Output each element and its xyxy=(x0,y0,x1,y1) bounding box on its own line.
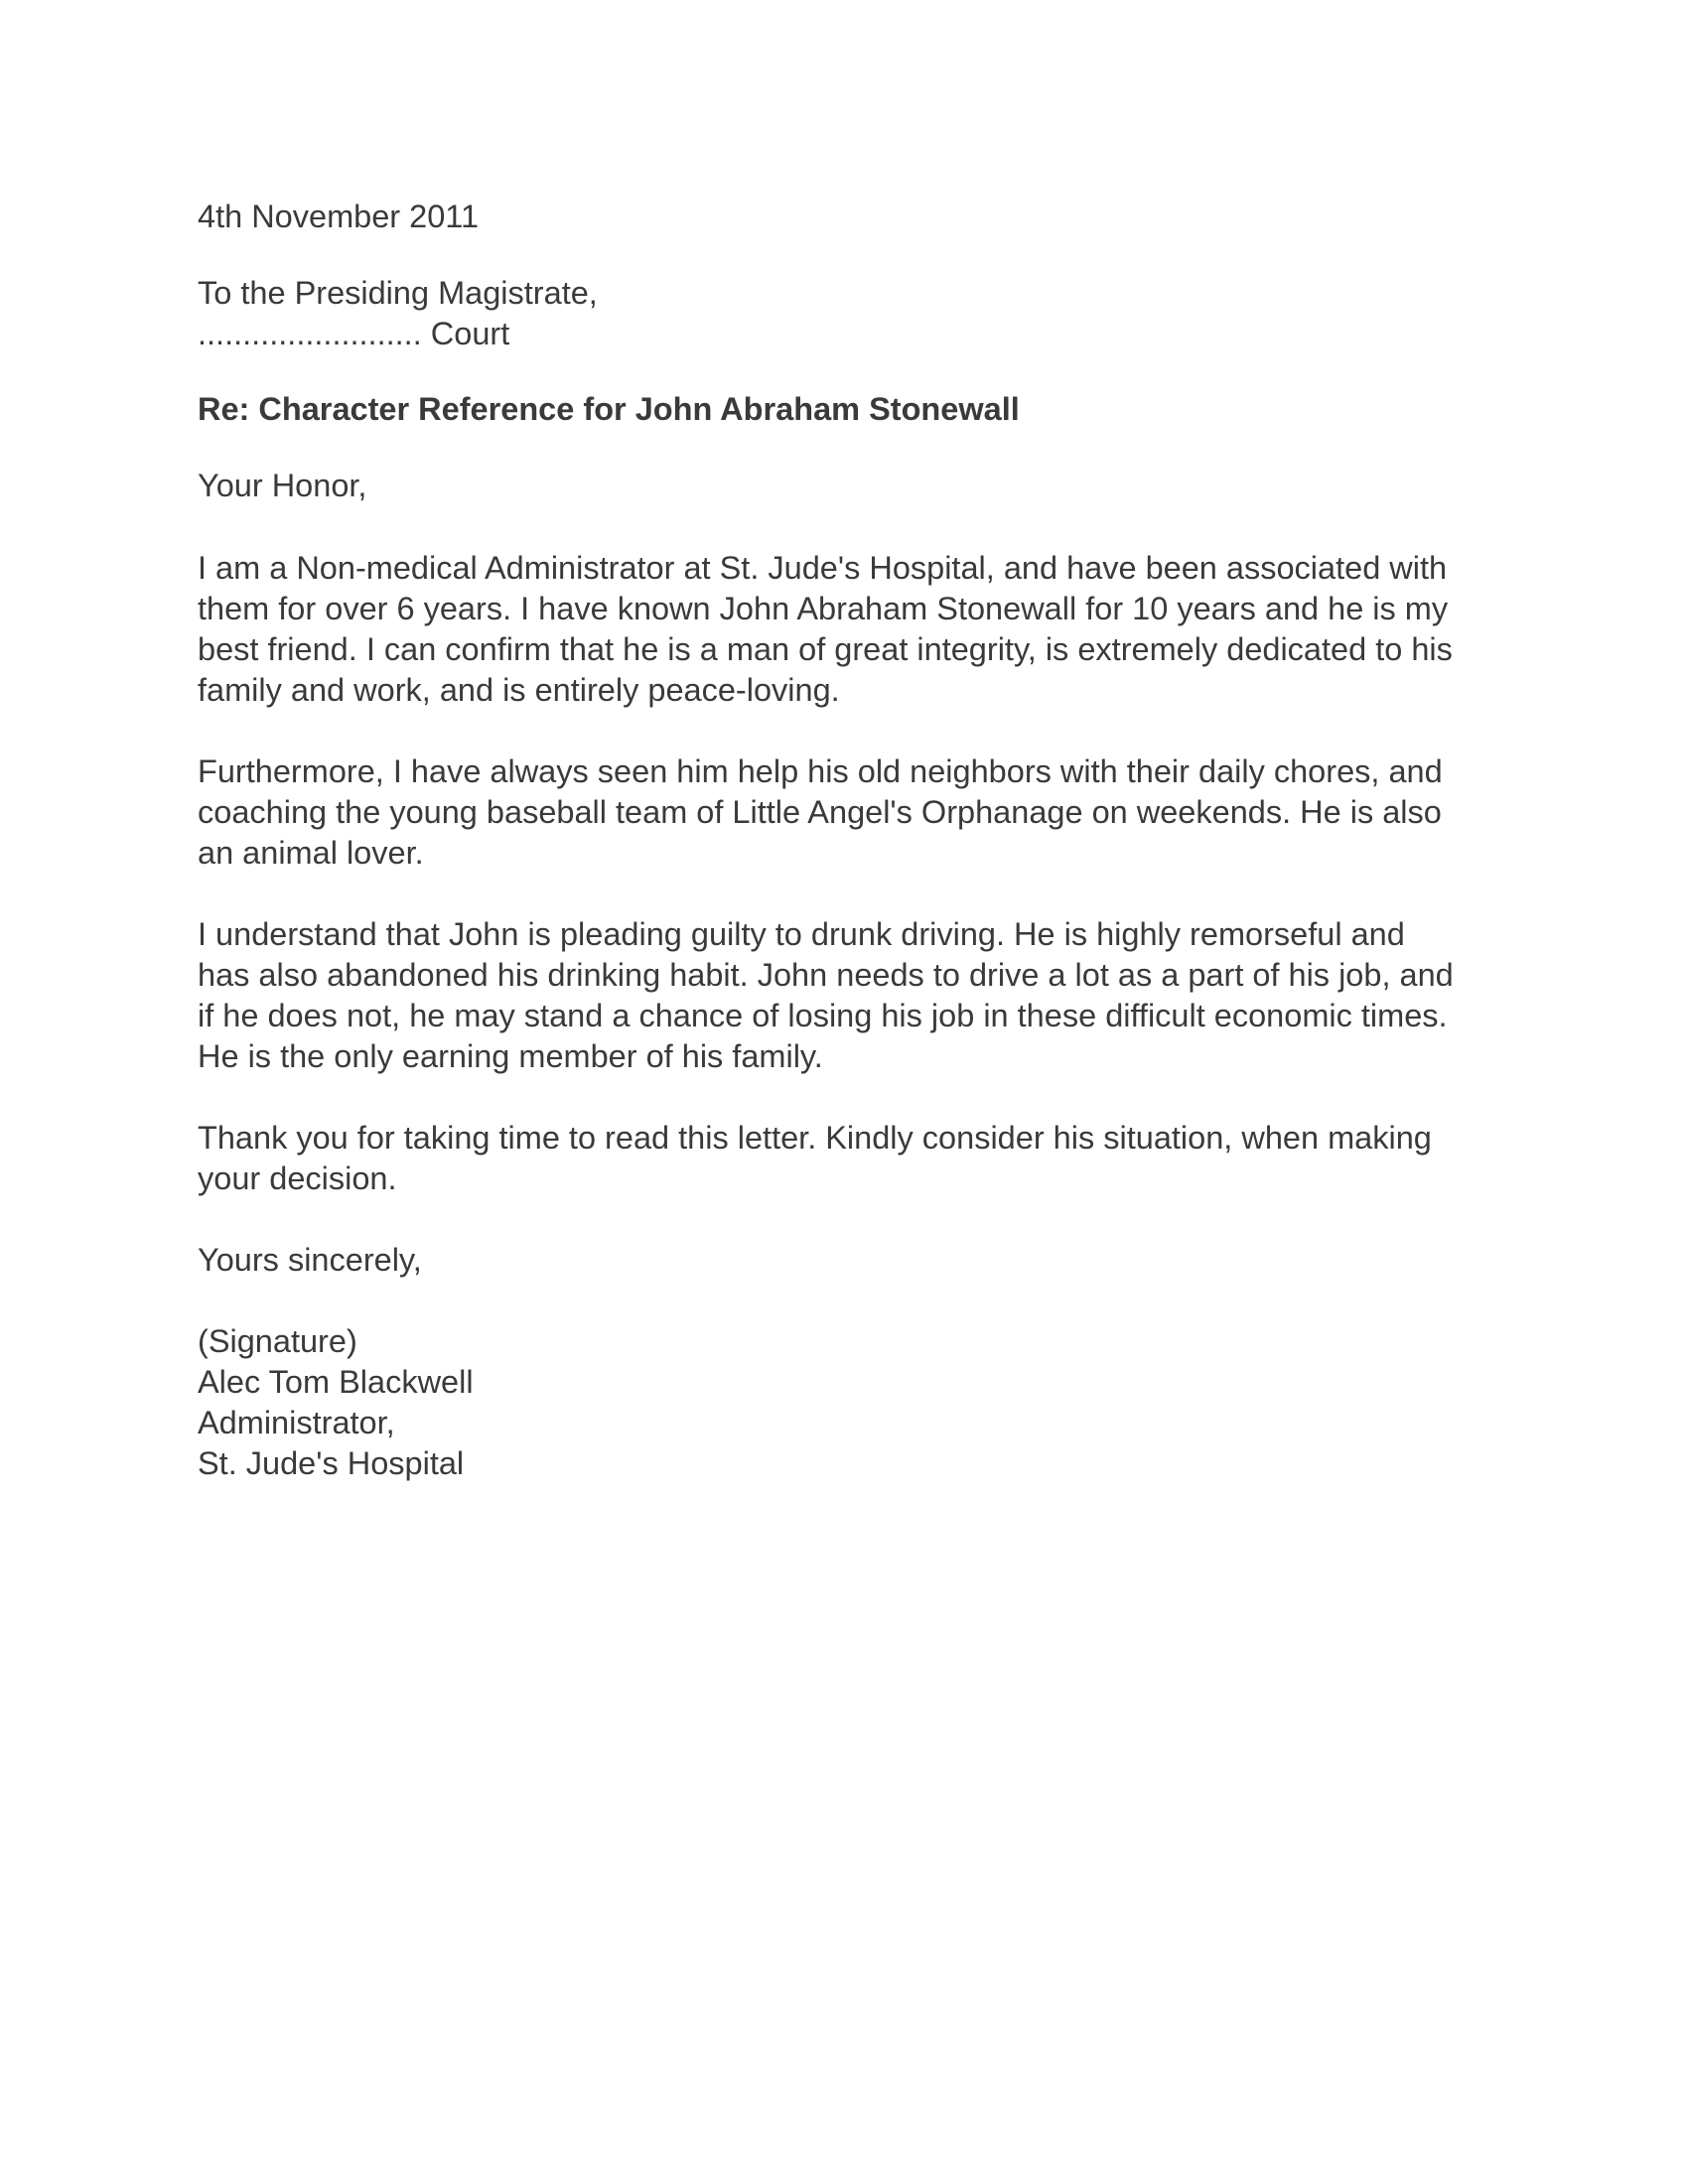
salutation: Your Honor, xyxy=(198,468,367,503)
signature-placeholder: (Signature) xyxy=(198,1323,357,1359)
recipient-line-1: To the Presiding Magistrate, xyxy=(198,275,598,311)
paragraph-line: I am a Non-medical Administrator at St. Jude's Hospital, and have been associated with xyxy=(198,550,1448,586)
paragraph-line: Thank you for taking time to read this letter. Kindly consider his situation, when making xyxy=(198,1120,1432,1156)
recipient-line-2: ......................... Court xyxy=(198,316,510,351)
paragraph-line: them for over 6 years. I have known John Abraham Stonewall for 10 years and he is my xyxy=(198,591,1449,626)
paragraph-line: your decision. xyxy=(198,1160,397,1196)
closing: Yours sincerely, xyxy=(198,1242,422,1278)
paragraph-3 xyxy=(198,914,1508,1077)
paragraph-line: if he does not, he may stand a chance of losing his job in these difficult economic times. xyxy=(198,998,1448,1033)
paragraph-line: I understand that John is pleading guilty to drunk driving. He is highly remorseful and xyxy=(198,916,1405,952)
paragraph-line: best friend. I can confirm that he is a man of great integrity, is extremely dedicated to his xyxy=(198,631,1453,667)
signer-name: Alec Tom Blackwell xyxy=(198,1364,474,1400)
paragraph-line: He is the only earning member of his family. xyxy=(198,1038,823,1074)
signature-block xyxy=(198,1321,1508,1484)
letter-date: 4th November 2011 xyxy=(198,199,480,234)
paragraph-line: has also abandoned his drinking habit. John needs to drive a lot as a part of his job, and xyxy=(198,957,1454,993)
paragraph-line: an animal lover. xyxy=(198,835,424,871)
paragraph-1 xyxy=(198,548,1508,711)
paragraph-4 xyxy=(198,1118,1508,1199)
signer-title: Administrator, xyxy=(198,1405,395,1440)
letter-body xyxy=(198,197,1508,1484)
subject-line: Re: Character Reference for John Abraham Stonewall xyxy=(198,391,1020,427)
paragraph-2 xyxy=(198,751,1508,874)
paragraph-line: Furthermore, I have always seen him help his old neighbors with their daily chores, and xyxy=(198,753,1443,789)
recipient-block xyxy=(198,273,1508,354)
paragraph-line: coaching the young baseball team of Little Angel's Orphanage on weekends. He is also xyxy=(198,794,1442,830)
signer-organization: St. Jude's Hospital xyxy=(198,1445,465,1481)
paragraph-line: family and work, and is entirely peace-loving. xyxy=(198,672,840,708)
